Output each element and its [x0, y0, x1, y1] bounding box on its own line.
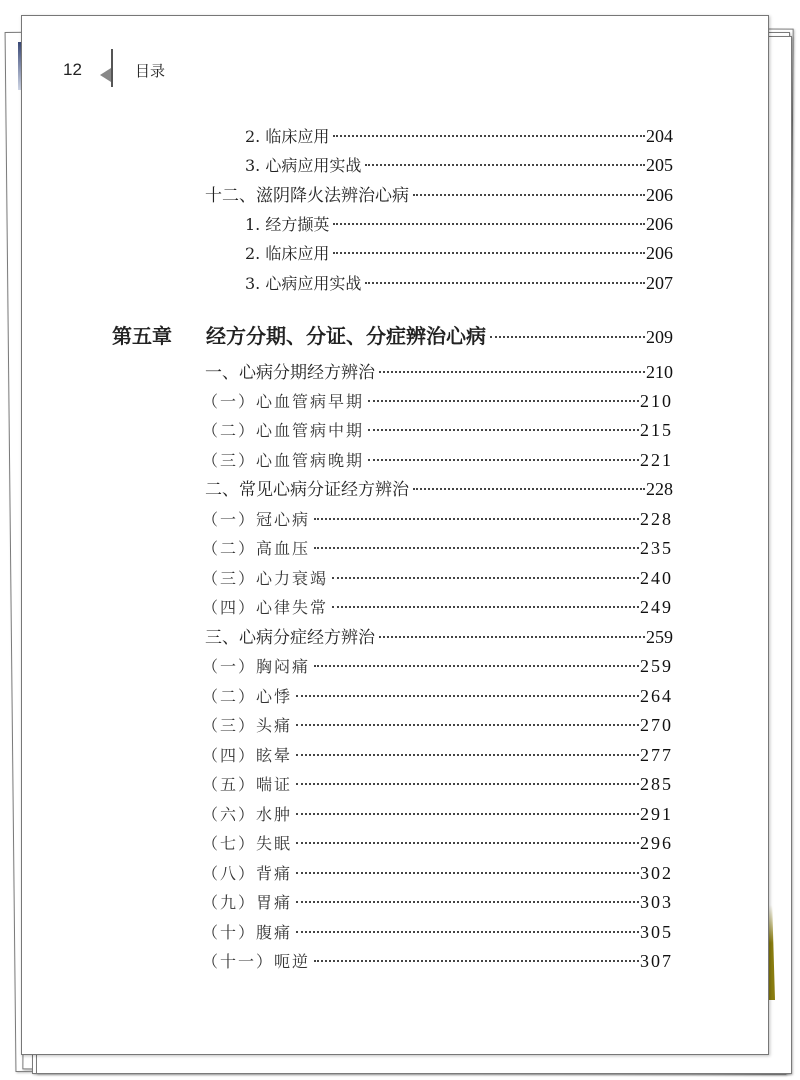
- toc-entry[interactable]: [202, 683, 673, 709]
- toc-chapter-entry[interactable]: [112, 323, 673, 349]
- entry-page: 259: [640, 656, 673, 676]
- entry-page: 228: [646, 479, 673, 499]
- dot-leader: [314, 959, 639, 962]
- entry-label: 2. 临床应用: [245, 244, 330, 263]
- entry-page: 302: [640, 863, 673, 883]
- toc-entry[interactable]: [202, 653, 673, 679]
- page-number: 12: [63, 60, 82, 79]
- entry-label: 3. 心病应用实战: [245, 274, 362, 293]
- dot-leader: [379, 635, 645, 638]
- entry-label: 1. 经方撷英: [245, 215, 330, 234]
- toc-entry[interactable]: [202, 565, 673, 591]
- toc-entry[interactable]: [202, 594, 673, 620]
- entry-label: （二）高血压: [202, 539, 311, 558]
- entry-page: 291: [640, 804, 673, 824]
- entry-page: 210: [646, 362, 673, 382]
- entry-page: 240: [640, 568, 673, 588]
- toc-entry[interactable]: [245, 152, 673, 178]
- entry-page: 209: [646, 327, 673, 347]
- toc-entry[interactable]: [202, 771, 673, 797]
- entry-label: （四）心律失常: [202, 598, 329, 617]
- entry-page: 228: [640, 509, 673, 529]
- entry-label: （三）头痛: [202, 716, 293, 735]
- toc-entry[interactable]: [202, 948, 673, 974]
- entry-page: 221: [640, 450, 673, 470]
- dot-leader: [333, 222, 645, 225]
- entry-label: 2. 临床应用: [245, 127, 330, 146]
- entry-page: 303: [640, 892, 673, 912]
- dot-leader: [296, 841, 639, 844]
- dot-leader: [490, 335, 645, 338]
- toc-entry[interactable]: [245, 123, 673, 149]
- entry-label: （十一）呃逆: [202, 952, 311, 971]
- toc-entry[interactable]: [205, 476, 673, 502]
- dot-leader: [296, 900, 639, 903]
- toc-entry[interactable]: [202, 388, 673, 414]
- toc-entry[interactable]: [205, 624, 673, 650]
- entry-page: 270: [640, 715, 673, 735]
- dot-leader: [333, 134, 645, 137]
- dot-leader: [314, 664, 639, 667]
- entry-label: 二、常见心病分证经方辨治: [205, 480, 409, 500]
- entry-label: 3. 心病应用实战: [245, 156, 362, 175]
- dot-leader: [365, 281, 645, 284]
- dot-leader: [332, 605, 639, 608]
- header-divider: [111, 49, 113, 87]
- dot-leader: [296, 812, 639, 815]
- toc-entry[interactable]: [202, 889, 673, 915]
- toc-entry[interactable]: [202, 447, 673, 473]
- toc-entry[interactable]: [202, 742, 673, 768]
- entry-page: 285: [640, 774, 673, 794]
- entry-page: 206: [646, 214, 673, 234]
- toc-entry[interactable]: [202, 535, 673, 561]
- entry-label: （六）水肿: [202, 805, 293, 824]
- entry-label: （一）胸闷痛: [202, 657, 311, 676]
- entry-page: 305: [640, 922, 673, 942]
- dot-leader: [413, 487, 645, 490]
- toc-entry[interactable]: [202, 417, 673, 443]
- toc-page: [21, 15, 769, 1055]
- entry-label: （三）心力衰竭: [202, 569, 329, 588]
- dot-leader: [296, 753, 639, 756]
- entry-page: 259: [646, 627, 673, 647]
- toc-entry[interactable]: [245, 211, 673, 237]
- entry-label: （十）腹痛: [202, 923, 293, 942]
- dot-leader: [365, 163, 645, 166]
- dot-leader: [296, 723, 639, 726]
- entry-label: （三）心血管病晚期: [202, 451, 365, 470]
- toc-entry[interactable]: [205, 182, 673, 208]
- dot-leader: [296, 694, 639, 697]
- toc-entry[interactable]: [202, 712, 673, 738]
- entry-page: 210: [640, 391, 673, 411]
- dot-leader: [296, 782, 639, 785]
- entry-page: 206: [646, 185, 673, 205]
- toc-entry[interactable]: [205, 359, 673, 385]
- toc-entry[interactable]: [202, 506, 673, 532]
- toc-entry[interactable]: [202, 919, 673, 945]
- entry-page: 264: [640, 686, 673, 706]
- entry-page: 307: [640, 951, 673, 971]
- dot-leader: [314, 546, 639, 549]
- dot-leader: [368, 399, 639, 402]
- toc-entry[interactable]: [245, 270, 673, 296]
- entry-page: 215: [640, 420, 673, 440]
- dot-leader: [296, 871, 639, 874]
- toc-entry[interactable]: [245, 240, 673, 266]
- dot-leader: [379, 370, 645, 373]
- entry-label: 一、心病分期经方辨治: [205, 363, 375, 383]
- dot-leader: [314, 517, 639, 520]
- entry-label: （四）眩晕: [202, 746, 293, 765]
- dot-leader: [332, 576, 639, 579]
- entry-label: （五）喘证: [202, 775, 293, 794]
- toc-entry[interactable]: [202, 860, 673, 886]
- dot-leader: [368, 428, 639, 431]
- running-header-title: 目录: [135, 62, 166, 80]
- triangle-marker-icon: [100, 68, 111, 82]
- entry-label: 十二、滋阴降火法辨治心病: [205, 186, 409, 206]
- entry-page: 207: [646, 273, 673, 293]
- entry-label: （八）背痛: [202, 864, 293, 883]
- entry-label: （七）失眠: [202, 834, 293, 853]
- entry-label: 三、心病分症经方辨治: [205, 628, 375, 648]
- dot-leader: [296, 930, 639, 933]
- toc-entry[interactable]: [202, 801, 673, 827]
- dot-leader: [368, 458, 639, 461]
- entry-page: 277: [640, 745, 673, 765]
- entry-page: 206: [646, 243, 673, 263]
- entry-page: 235: [640, 538, 673, 558]
- entry-label: （九）胃痛: [202, 893, 293, 912]
- entry-label: （一）心血管病早期: [202, 392, 365, 411]
- chapter-title: 经方分期、分证、分症辨治心病: [206, 324, 486, 348]
- entry-page: 205: [646, 155, 673, 175]
- entry-label: （二）心血管病中期: [202, 421, 365, 440]
- entry-page: 296: [640, 833, 673, 853]
- entry-label: （一）冠心病: [202, 510, 311, 529]
- entry-page: 204: [646, 126, 673, 146]
- chapter-number: 第五章: [112, 324, 172, 348]
- entry-page: 249: [640, 597, 673, 617]
- dot-leader: [333, 251, 645, 254]
- entry-label: （二）心悸: [202, 687, 293, 706]
- dot-leader: [413, 193, 645, 196]
- toc-entry[interactable]: [202, 830, 673, 856]
